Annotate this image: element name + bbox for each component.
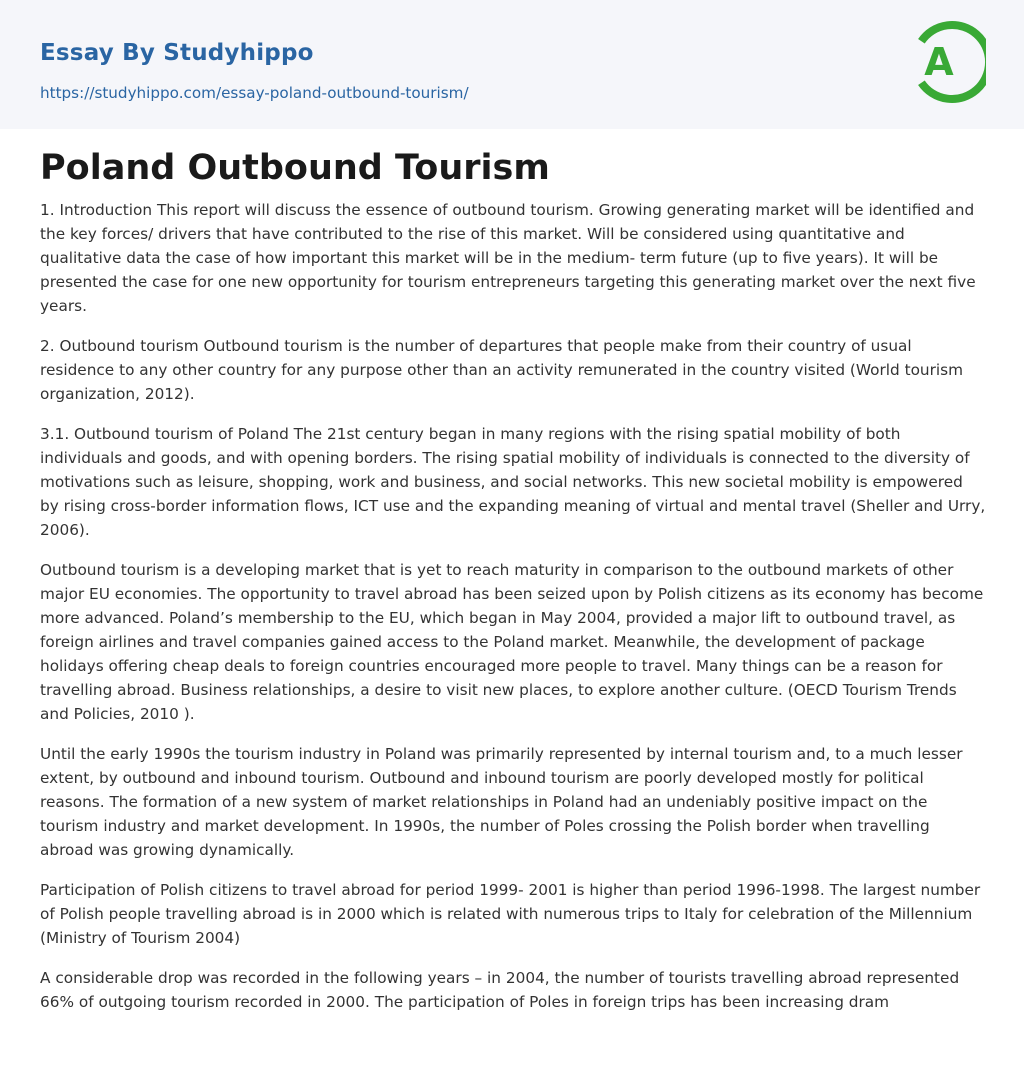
essay-content bbox=[40, 142, 986, 1014]
source-url-link[interactable]: https://studyhippo.com/essay-poland-outbound-tourism/ bbox=[40, 84, 469, 102]
paragraph-introduction: 1. Introduction This report will discuss the essence of outbound tourism. Growing generating market will be identified and the key forces/ drivers that have contributed to the rise of this market. Will be considered using quantitative and qualitative data the case of how important this market will be in the medium- term future (up to five years). It will be presented the case for one new opportunity for tourism entrepreneurs targeting this generating market over the next five years. bbox=[40, 201, 976, 315]
paragraph-outbound-definition: 2. Outbound tourism Outbound tourism is the number of departures that people make from their country of usual residence to any other country for any purpose other than an activity remunerated in the country visited (World tourism organization, 2012). bbox=[40, 337, 964, 403]
site-header bbox=[0, 0, 1024, 129]
paragraph-considerable-drop: A considerable drop was recorded in the following years – in 2004, the number of tourists travelling abroad represented 66% of outgoing tourism recorded in 2000. The participation of Poles in foreign trips has been increasing dram bbox=[40, 969, 960, 1011]
paragraph-developing-market: Outbound tourism is a developing market that is yet to reach maturity in comparison to the outbound markets of other major EU economies. The opportunity to travel abroad has been seized upon by Polish citizens as its economy has become more advanced. Poland’s membership to the EU, which began in May 2004, provided a major lift to outbound travel, as foreign airlines and travel companies gained access to the Poland market. Meanwhile, the development of package holidays offering cheap deals to foreign countries encouraged more people to travel. Many things can be a reason for travelling abroad. Business relationships, a desire to visit new places, to explore another culture. (OECD Tourism Trends and Policies, 2010 ). bbox=[40, 561, 984, 723]
paragraph-1990s-history: Until the early 1990s the tourism industry in Poland was primarily represented by internal tourism and, to a much lesser extent, by outbound and inbound tourism. Outbound and inbound tourism are poorly developed mostly for political reasons. The formation of a new system of market relationships in Poland had an undeniably positive impact on the tourism industry and market development. In 1990s, the number of Poles crossing the Polish border when travelling abroad was growing dynamically. bbox=[40, 745, 963, 859]
logo-letter: A bbox=[924, 40, 954, 84]
page-title: Poland Outbound Tourism bbox=[40, 148, 550, 188]
paragraph-outbound-poland: 3.1. Outbound tourism of Poland The 21st century began in many regions with the rising spatial mobility of both individuals and goods, and with opening borders. The rising spatial mobility of individuals is connected to the diversity of motivations such as leisure, shopping, work and business, and social networks. This new societal mobility is empowered by rising cross-border information flows, ICT use and the expanding meaning of virtual and mental travel (Sheller and Urry, 2006). bbox=[40, 425, 986, 539]
studyhippo-logo-icon[interactable] bbox=[912, 19, 986, 105]
brand-title[interactable]: Essay By Studyhippo bbox=[40, 40, 314, 66]
paragraph-participation: Participation of Polish citizens to travel abroad for period 1999- 2001 is higher than period 1996-1998. The largest number of Polish people travelling abroad is in 2000 which is related with numerous trips to Italy for celebration of the Millennium (Ministry of Tourism 2004) bbox=[40, 881, 981, 947]
